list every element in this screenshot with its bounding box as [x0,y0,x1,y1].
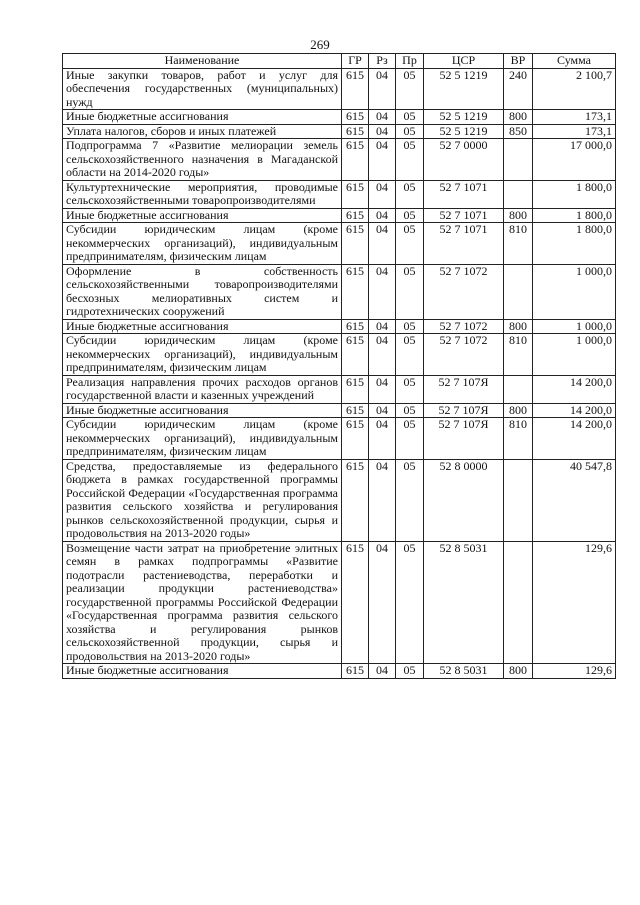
table-row [63,223,616,265]
row-vr: 800 [504,664,533,679]
row-rz: 04 [369,180,396,208]
row-gr: 615 [342,375,369,403]
row-pr: 05 [396,124,424,139]
row-pr: 05 [396,68,424,110]
row-name: Субсидии юридическим лицам (кроме некоммерческих организаций), индивидуальным предпринимателям, физическим лицам [63,418,342,460]
row-name: Оформление в собственность сельскохозяйственными товаропроизводителями бесхозных мелиоративных систем и гидротехнических сооружений [63,264,342,319]
row-csr: 52 5 1219 [424,110,504,125]
table-row [63,334,616,376]
row-pr: 05 [396,180,424,208]
header-sum: Сумма [533,54,616,69]
row-name: Иные бюджетные ассигнования [63,319,342,334]
row-sum: 17 000,0 [533,139,616,181]
row-rz: 04 [369,418,396,460]
row-rz: 04 [369,375,396,403]
row-sum: 173,1 [533,110,616,125]
row-vr: 810 [504,418,533,460]
header-pr: Пр [396,54,424,69]
row-sum: 14 200,0 [533,403,616,418]
row-csr: 52 7 1072 [424,264,504,319]
row-rz: 04 [369,459,396,541]
row-csr: 52 7 1072 [424,319,504,334]
table-row [63,139,616,181]
table-row [63,264,616,319]
row-gr: 615 [342,334,369,376]
row-name: Иные бюджетные ассигнования [63,664,342,679]
row-vr: 800 [504,319,533,334]
row-csr: 52 7 0000 [424,139,504,181]
row-name: Иные закупки товаров, работ и услуг для обеспечения государственных (муниципальных) нужд [63,68,342,110]
row-pr: 05 [396,319,424,334]
row-vr [504,541,533,664]
row-vr: 810 [504,223,533,265]
row-csr: 52 7 107Я [424,418,504,460]
row-pr: 05 [396,403,424,418]
header-csr: ЦСР [424,54,504,69]
header-vr: ВР [504,54,533,69]
row-pr: 05 [396,334,424,376]
table-row [63,110,616,125]
row-name: Иные бюджетные ассигнования [63,208,342,223]
row-csr: 52 8 0000 [424,459,504,541]
row-name: Подпрограмма 7 «Развитие мелиорации земель сельскохозяйственного назначения в Магаданской области на 2014-2020 годы» [63,139,342,181]
row-name: Субсидии юридическим лицам (кроме некоммерческих организаций), индивидуальным предпринимателям, физическим лицам [63,334,342,376]
row-csr: 52 8 5031 [424,664,504,679]
row-pr: 05 [396,223,424,265]
row-rz: 04 [369,264,396,319]
row-rz: 04 [369,208,396,223]
table-row [63,418,616,460]
row-name: Средства, предоставляемые из федерального бюджета в рамках государственной программы Российской Федерации «Государственная программа развития сельского хозяйства и регулирования рынков сельскохозяйственной продукции, сырья и продовольствия на 2013-2020 годы» [63,459,342,541]
row-sum: 1 800,0 [533,180,616,208]
row-gr: 615 [342,124,369,139]
table-header [63,54,616,69]
row-sum: 2 100,7 [533,68,616,110]
row-vr [504,180,533,208]
row-sum: 1 800,0 [533,208,616,223]
row-rz: 04 [369,124,396,139]
row-name: Иные бюджетные ассигнования [63,403,342,418]
row-name: Иные бюджетные ассигнования [63,110,342,125]
table-row [63,208,616,223]
table-row [63,124,616,139]
row-gr: 615 [342,139,369,181]
row-gr: 615 [342,403,369,418]
row-sum: 14 200,0 [533,418,616,460]
row-sum: 173,1 [533,124,616,139]
row-gr: 615 [342,264,369,319]
header-name: Наименование [63,54,342,69]
row-gr: 615 [342,68,369,110]
row-sum: 40 547,8 [533,459,616,541]
header-gr: ГР [342,54,369,69]
row-gr: 615 [342,208,369,223]
row-pr: 05 [396,264,424,319]
row-sum: 14 200,0 [533,375,616,403]
row-pr: 05 [396,418,424,460]
row-rz: 04 [369,334,396,376]
table-row [63,180,616,208]
row-sum: 129,6 [533,541,616,664]
page-number: 269 [310,37,330,52]
row-rz: 04 [369,664,396,679]
table-row [63,68,616,110]
table-row [63,541,616,664]
row-gr: 615 [342,110,369,125]
row-vr: 800 [504,208,533,223]
row-sum: 1 000,0 [533,319,616,334]
row-pr: 05 [396,459,424,541]
row-csr: 52 7 107Я [424,375,504,403]
row-gr: 615 [342,541,369,664]
row-rz: 04 [369,223,396,265]
row-csr: 52 7 1071 [424,223,504,265]
row-gr: 615 [342,418,369,460]
row-vr [504,375,533,403]
budget-table [62,53,616,679]
row-rz: 04 [369,319,396,334]
row-gr: 615 [342,180,369,208]
row-name: Субсидии юридическим лицам (кроме некоммерческих организаций), индивидуальным предпринимателям, физическим лицам [63,223,342,265]
row-pr: 05 [396,208,424,223]
table-row [63,664,616,679]
row-csr: 52 5 1219 [424,124,504,139]
table-row [63,375,616,403]
row-pr: 05 [396,664,424,679]
row-csr: 52 7 1071 [424,208,504,223]
row-rz: 04 [369,68,396,110]
row-name: Реализация направления прочих расходов органов государственной власти и казенных учреждений [63,375,342,403]
table-row [63,319,616,334]
row-vr [504,139,533,181]
table-body [63,68,616,678]
row-rz: 04 [369,110,396,125]
row-vr: 800 [504,110,533,125]
row-csr: 52 8 5031 [424,541,504,664]
row-pr: 05 [396,541,424,664]
row-gr: 615 [342,319,369,334]
row-gr: 615 [342,223,369,265]
row-pr: 05 [396,110,424,125]
row-vr [504,264,533,319]
row-vr: 800 [504,403,533,418]
row-csr: 52 7 1072 [424,334,504,376]
row-csr: 52 5 1219 [424,68,504,110]
row-gr: 615 [342,459,369,541]
row-csr: 52 7 107Я [424,403,504,418]
row-rz: 04 [369,403,396,418]
row-name: Возмещение части затрат на приобретение элитных семян в рамках подпрограммы «Развитие подотрасли растениеводства, переработки и реализации продукции растениеводства» государственной программы Российской Федерации «Государственная программа развития сельского хозяйства и регулирования рынков сельскохозяйственной продукции, сырья и продовольствия на 2013-2020 годы» [63,541,342,664]
row-pr: 05 [396,139,424,181]
row-vr: 240 [504,68,533,110]
row-sum: 1 000,0 [533,264,616,319]
row-rz: 04 [369,541,396,664]
row-sum: 1 000,0 [533,334,616,376]
row-vr: 850 [504,124,533,139]
header-rz: Рз [369,54,396,69]
table-row [63,459,616,541]
row-sum: 1 800,0 [533,223,616,265]
row-vr: 810 [504,334,533,376]
row-rz: 04 [369,139,396,181]
row-gr: 615 [342,664,369,679]
row-sum: 129,6 [533,664,616,679]
row-name: Культуртехнические мероприятия, проводимые сельскохозяйственными товаропроизводителями [63,180,342,208]
row-name: Уплата налогов, сборов и иных платежей [63,124,342,139]
row-vr [504,459,533,541]
row-csr: 52 7 1071 [424,180,504,208]
row-pr: 05 [396,375,424,403]
table-row [63,403,616,418]
